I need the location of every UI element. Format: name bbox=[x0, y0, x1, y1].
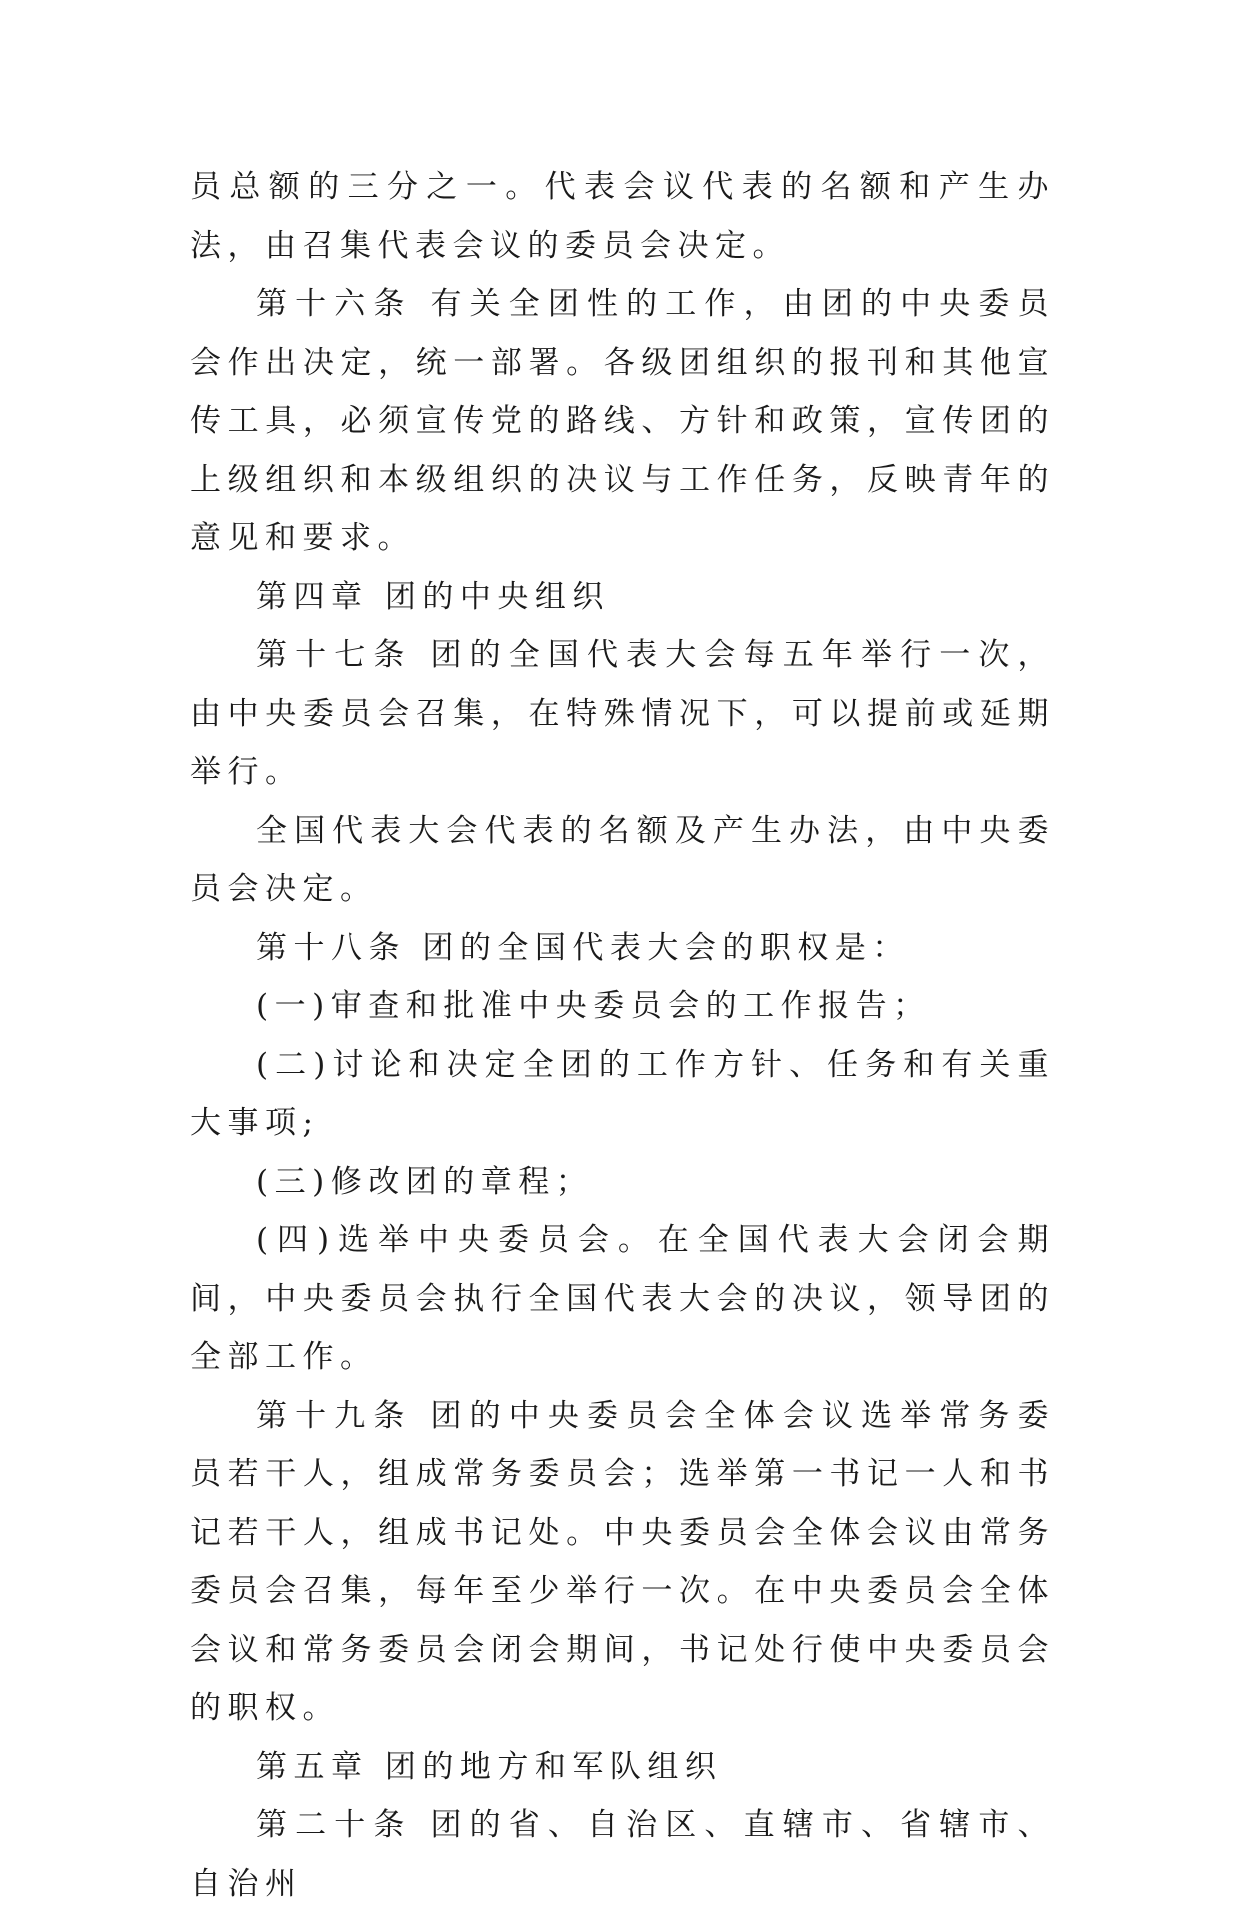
chapter-5-heading: 第五章 团的地方和军队组织 bbox=[256, 1748, 723, 1785]
article-18-item-3: (三)修改团的章程； bbox=[256, 1163, 594, 1200]
article-20: 第二十条 团的省、自治区、直辖市、省辖市、自治州 bbox=[190, 1807, 1055, 1902]
article-18-item-4: (四)选举中央委员会。在全国代表大会闭会期间，中央委员会执行全国代表大会的决议，领导团的全部工作。 bbox=[190, 1222, 1055, 1375]
chapter-4-heading: 第四章 团的中央组织 bbox=[256, 578, 610, 615]
article-17-clause-2: 全国代表大会代表的名额及产生办法，由中央委员会决定。 bbox=[190, 812, 1055, 907]
paragraph-continuation: 员总额的三分之一。代表会议代表的名额和产生办法，由召集代表会议的委员会决定。 bbox=[190, 169, 1055, 264]
document-body bbox=[190, 158, 1055, 1913]
article-18-item-1: (一)审查和批准中央委员会的工作报告； bbox=[256, 988, 931, 1024]
article-16: 第十六条 有关全团性的工作，由团的中央委员会作出决定，统一部署。各级团组织的报刊和其他宣传工具，必须宣传党的路线、方针和政策，宣传团的上级组织和本级组织的决议与工作任务，反映青年的意见和要求。 bbox=[190, 286, 1055, 556]
article-19: 第十九条 团的中央委员会全体会议选举常务委员若干人，组成常务委员会；选举第一书记一人和书记若干人，组成书记处。中央委员会全体会议由常务委员会召集，每年至少举行一次。在中央委员会全体会议和常务委员会闭会期间，书记处行使中央委员会的职权。 bbox=[190, 1397, 1055, 1726]
article-18: 第十八条 团的全国代表大会的职权是： bbox=[256, 929, 910, 966]
article-18-item-2: (二)讨论和决定全团的工作方针、任务和有关重大事项; bbox=[190, 1046, 1055, 1141]
article-17: 第十七条 团的全国代表大会每五年举行一次，由中央委员会召集，在特殊情况下，可以提前或延期举行。 bbox=[190, 637, 1055, 790]
